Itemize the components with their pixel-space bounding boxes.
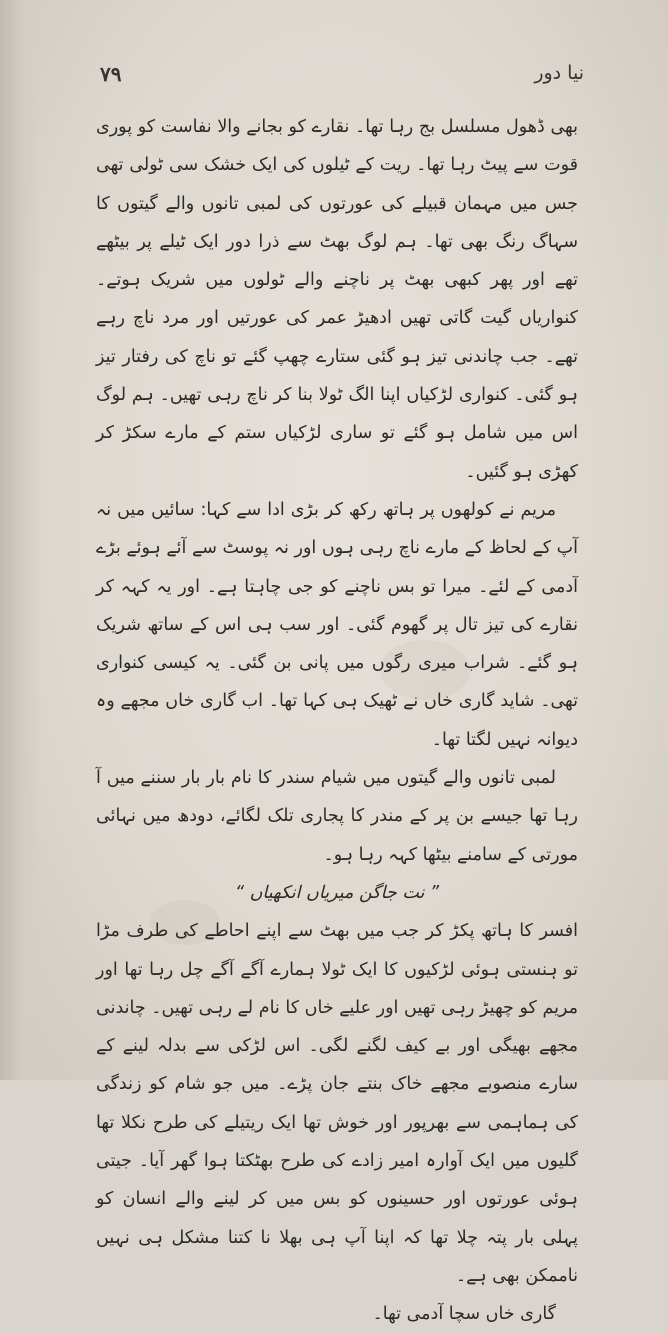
paragraph: مریم نے کولھوں پر ہاتھ رکھ کر بڑی ادا سے کہا: سائیں میں نہ آپ کے لحاظ کے مارے ناچ رہی ہوں اور نہ پوسٹ سے آئے ہوئے بڑے آدمی کے لئے۔ میرا تو بس ناچنے کو جی چاہتا ہے۔ اور یہ کہہ کر نقارے کی تیز تال پر گھوم گئی۔ اور سب ہی اس کے ساتھ شریک ہو گئے۔ شراب میری رگوں میں پانی بن گئی۔ یہ کیسی کنواری تھی۔ شاید گاری خاں نے ٹھیک ہی کہا تھا۔ اب گاری خاں مجھے وہ دیوانہ نہیں لگتا تھا۔ xyxy=(96,499,578,750)
verse-line: ” نت جاگن میریاں انکھیاں “ xyxy=(234,882,440,903)
paragraph: لمبی تانوں والے گیتوں میں شیام سندر کا نام بار بار سننے میں آ رہا تھا جیسے بن پر کے مندر کا پجاری تلک لگائے، دودھ میں نہائی مورتی کے سامنے بیٹھا کہہ رہا ہو۔ xyxy=(96,768,578,865)
page-header xyxy=(100,62,584,96)
spine-shadow xyxy=(0,0,42,1080)
running-title: نیا دور xyxy=(534,62,584,84)
paragraph: افسر کا ہاتھ پکڑ کر جب میں بھٹ سے اپنے احاطے کی طرف مڑا تو ہنستی ہوئی لڑکیوں کا ایک ٹولا ہمارے آگے آگے چل رہا تھا اور مریم کو چھیڑ رہی تھیں اور علیے خاں کا نام لے رہی تھیں۔ چاندنی مجھے بھیگی اور بے کیف لگنے لگی۔ اس لڑکی سے بدلہ لینے کے سارے منصوبے مجھے خاک بنتے جان پڑے۔ میں جو شام کو زندگی کی ہماہمی سے بھرپور اور خوش تھا ایک ریتیلے کی طرح نکلا تھا گلیوں میں ایک آوارہ امیر زادے کی طرح بھٹکتا ہوا گھر آیا۔ جیتی ہوئی عورتوں اور حسینوں کو بس میں کر لینے والے انسان کو پہلی بار پتہ چلا تھا کہ اپنا آپ ہی بھلا نا کتنا مشکل ہی نہیں ناممکن بھی ہے۔ xyxy=(96,921,578,1286)
body-text xyxy=(96,108,578,1334)
closing-line: گاری خاں سچا آدمی تھا۔ xyxy=(372,1304,556,1325)
paragraph: بھی ڈھول مسلسل بج رہا تھا۔ نقارے کو بجانے والا نفاست کو پوری قوت سے پیٹ رہا تھا۔ ریت کے ٹیلوں کی ایک خشک سی ٹولی تھی جس میں مہمان قبیلے کی عورتوں کی لمبی تانوں والے گیتوں کا سہاگ رنگ بھی تھا۔ ہم لوگ بھٹ سے ذرا دور ایک ٹیلے پر بیٹھے تھے اور پھر کبھی بھٹ پر ناچنے والے ٹولوں میں شریک ہوتے۔ کنواریاں گیت گاتی تھیں ادھیڑ عمر کی عورتیں اور مرد ناچ رہے تھے۔ جب چاندنی تیز ہو گئی ستارے چھپ گئے تو ناچ کی رفتار تیز ہو گئی۔ کنواری لڑکیاں اپنا الگ ٹولا بنا کر ناچ رہی تھیں۔ ہم لوگ اس میں شامل ہو گئے تو ساری لڑکیاں ستم کے مارے سکڑ کر کھڑی ہو گئیں۔ xyxy=(96,117,578,482)
page-number: ۷۹ xyxy=(100,62,122,86)
